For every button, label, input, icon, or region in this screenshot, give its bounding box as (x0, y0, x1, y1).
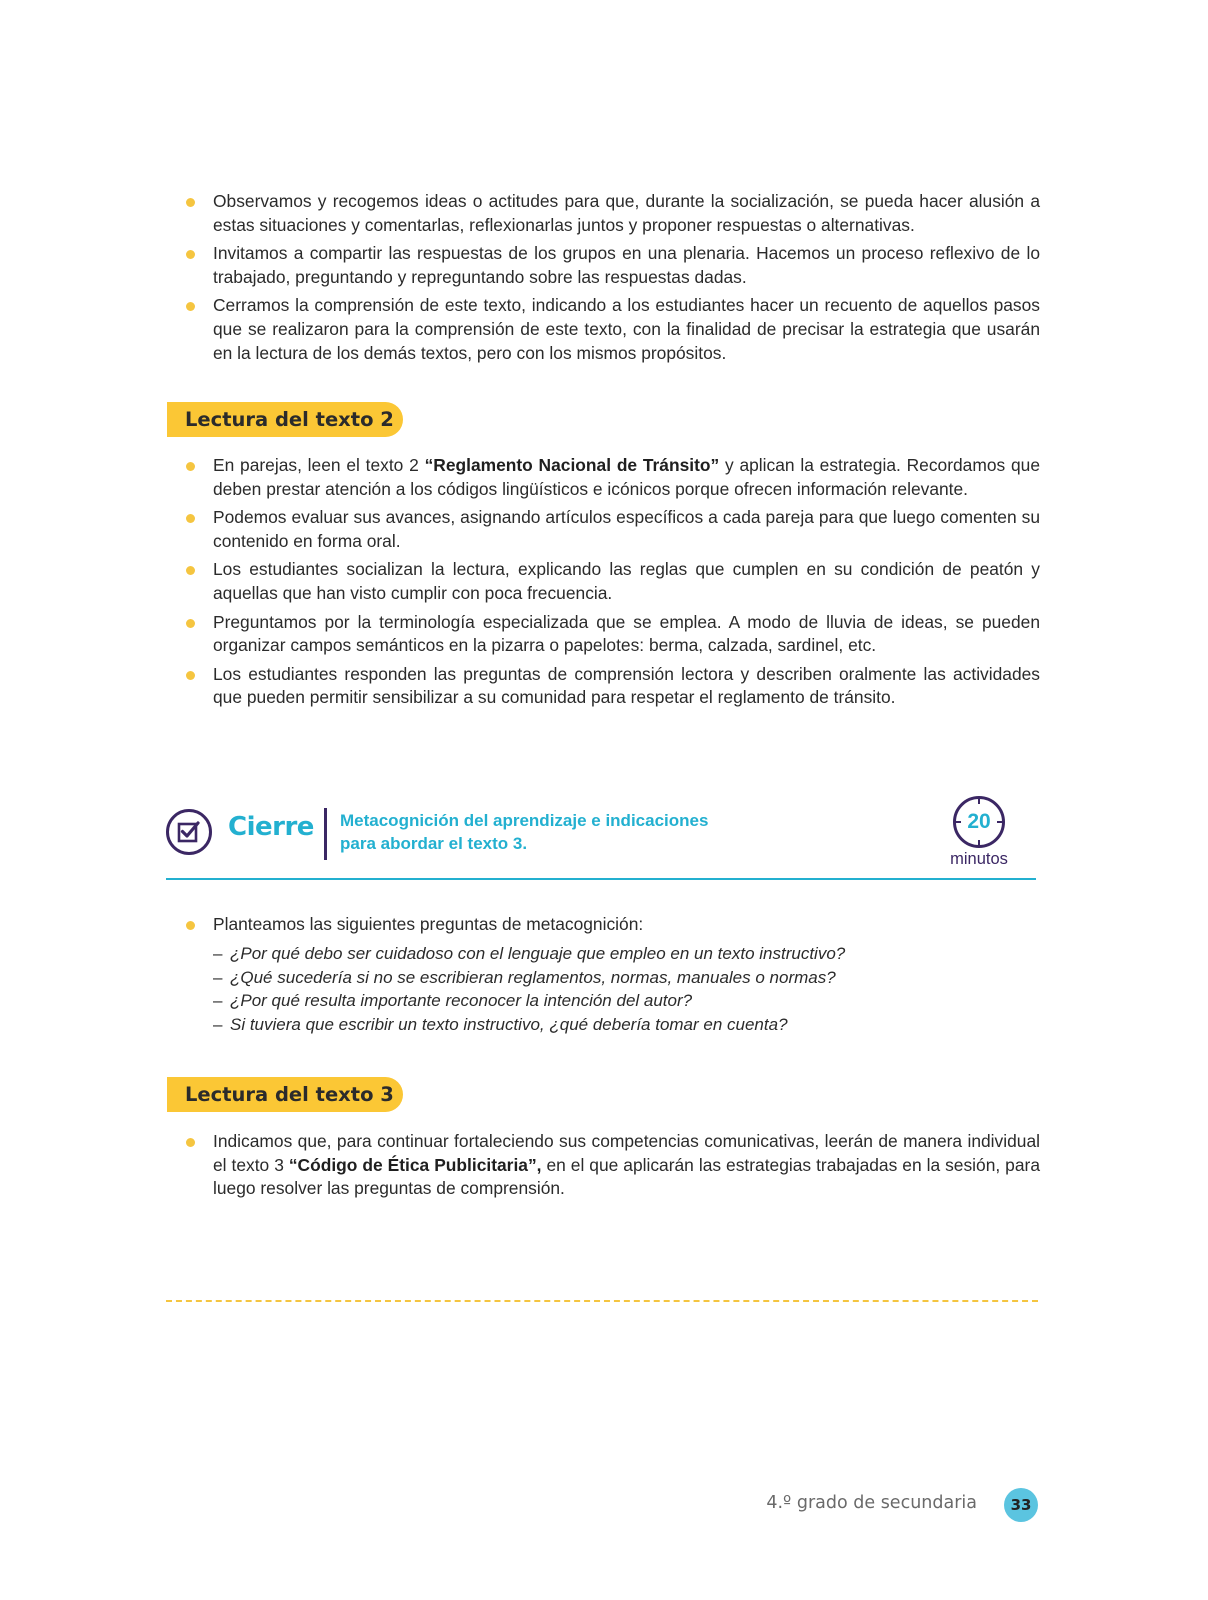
section-heading-texto-3: Lectura del texto 3 (167, 1077, 403, 1112)
list-item: Planteamos las siguientes preguntas de metacognición: (186, 913, 1040, 937)
bullet-dot-icon (186, 302, 195, 311)
bullet-dot-icon (186, 198, 195, 207)
bullet-dot-icon (186, 619, 195, 628)
timer-clock-icon (953, 796, 1005, 848)
list-item: Observamos y recogemos ideas o actitudes para que, durante la socialización, se pueda hacer alusión a estas situaciones y comentarlas, reflexionarlas juntos y proponer respuestas o alternativas. (186, 190, 1040, 237)
bullet-dot-icon (186, 514, 195, 523)
text-title-bold: “Reglamento Nacional de Tránsito” (424, 455, 720, 475)
cierre-description: Metacognición del aprendizaje e indicaciones para abordar el texto 3. (340, 811, 709, 853)
bullet-dot-icon (186, 462, 195, 471)
cierre-header (166, 806, 1036, 896)
list-item: Preguntamos por la terminología especializada que se emplea. A modo de lluvia de ideas, se pueden organizar campos semánticos en la pizarra o papelotes: berma, calzada, sardinel, etc. (186, 611, 1040, 658)
footer-grade: 4.º grado de secundaria (766, 1493, 977, 1513)
dashed-divider (166, 1300, 1038, 1302)
intro-bullet-list (186, 190, 1040, 370)
list-item: Invitamos a compartir las respuestas de los grupos en una plenaria. Hacemos un proceso reflexivo de lo trabajado, preguntando y repreguntando sobre las respuestas dadas. (186, 242, 1040, 289)
metacognition-bullet-list (186, 913, 1040, 942)
timer-minutes-label: minutos (950, 850, 1008, 868)
cierre-divider (324, 808, 327, 860)
cierre-title: Cierre (228, 812, 314, 842)
checkbox-glyph (177, 820, 201, 844)
section-heading-texto-2: Lectura del texto 2 (167, 402, 403, 437)
cierre-underline (166, 878, 1036, 880)
texto-2-bullet-list (186, 454, 1040, 715)
list-item: En parejas, leen el texto 2 “Reglamento Nacional de Tránsito” y aplican la estrategia. Recordamos que deben prestar atención a los códigos lingüísticos e icónicos porque ofrecen información relevante. (186, 454, 1040, 501)
texto-3-bullet-list (186, 1130, 1040, 1206)
checkbox-icon (166, 809, 212, 855)
list-item: Podemos evaluar sus avances, asignando artículos específicos a cada pareja para que luego comenten su contenido en forma oral. (186, 506, 1040, 553)
list-item: Los estudiantes socializan la lectura, explicando las reglas que cumplen en su condición de peatón y aquellas que han visto cumplir con poca frecuencia. (186, 558, 1040, 605)
bullet-dot-icon (186, 671, 195, 680)
question-item: – Si tuviera que escribir un texto instructivo, ¿qué debería tomar en cuenta? (213, 1014, 788, 1034)
list-item: Los estudiantes responden las preguntas de comprensión lectora y describen oralmente las actividades que pueden permitir sensibilizar a su comunidad para respetar el reglamento de tránsito. (186, 663, 1040, 710)
bullet-dot-icon (186, 921, 195, 930)
timer-minutes-value: 20 (967, 810, 991, 833)
list-item: Cerramos la comprensión de este texto, indicando a los estudiantes hacer un recuento de aquellos pasos que se realizaron para la comprensión de este texto, con la finalidad de precisar la estrategia que usarán en la lectura de los demás textos, pero con los mismos propósitos. (186, 294, 1040, 365)
page-number-badge: 33 (1004, 1488, 1038, 1522)
question-item: – ¿Qué sucedería si no se escribieran reglamentos, normas, manuales o normas? (213, 967, 836, 987)
bullet-dot-icon (186, 566, 195, 575)
bullet-dot-icon (186, 1138, 195, 1147)
question-item: – ¿Por qué debo ser cuidadoso con el lenguaje que empleo en un texto instructivo? (213, 944, 846, 963)
text-title-bold: “Código de Ética Publicitaria”, (288, 1154, 542, 1175)
list-item: Indicamos que, para continuar fortaleciendo sus competencias comunicativas, leerán de manera individual el texto 3 “Código de Ética Publicitaria”, en el que aplicarán las estrategias trabajadas en la sesión, para luego resolver las preguntas de comprensión. (186, 1130, 1040, 1201)
bullet-dot-icon (186, 250, 195, 259)
question-item: – ¿Por qué resulta importante reconocer la intención del autor? (213, 991, 693, 1010)
metacognition-questions (213, 942, 1033, 1036)
